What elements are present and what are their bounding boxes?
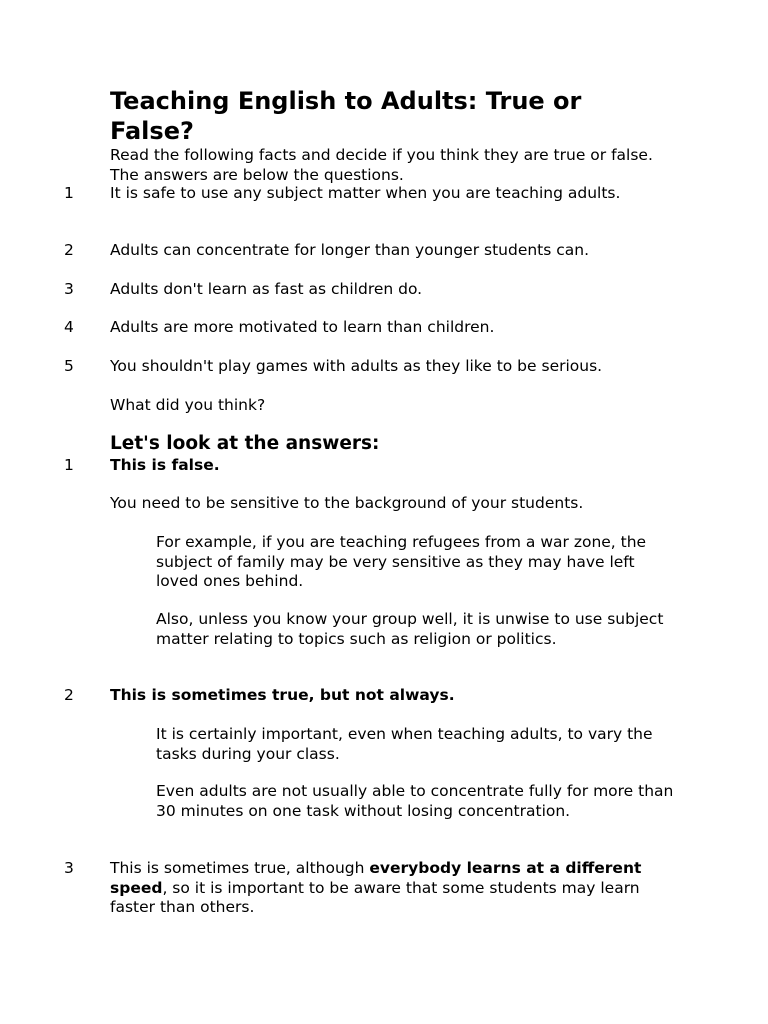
answer-number: 3	[64, 859, 74, 877]
document-title: Teaching English to Adults: True or False?	[110, 87, 582, 145]
reflection-prompt: What did you think?	[110, 396, 266, 414]
answer-verdict: This is false.	[110, 456, 220, 474]
question-text: Adults don't learn as fast as children do.	[110, 280, 423, 298]
question-number: 5	[64, 357, 74, 375]
question-text: Adults are more motivated to learn than children.	[110, 318, 495, 336]
question-number: 4	[64, 318, 74, 336]
answer-text-emphasis: everybody learns at a different speed	[110, 859, 642, 897]
question-text: Adults can concentrate for longer than younger students can.	[110, 241, 590, 259]
answer-detail: For example, if you are teaching refugees from a war zone, the subject of family may be very sensitive as they may have left loved ones behind.	[156, 533, 647, 590]
answers-heading: Let's look at the answers:	[110, 433, 380, 454]
answer-text-end: , so it is important to be aware that some students may learn faster than others.	[110, 878, 640, 916]
answer-number: 1	[64, 456, 74, 474]
answer-body: You need to be sensitive to the background of your students.	[110, 494, 584, 512]
question-number: 2	[64, 241, 74, 259]
question-number: 1	[64, 184, 74, 202]
answer-verdict: This is sometimes true, but not always.	[110, 686, 455, 704]
answer-detail: Also, unless you know your group well, it is unwise to use subject matter relating to topics such as religion or politics.	[156, 610, 664, 648]
answer-detail: Even adults are not usually able to concentrate fully for more than 30 minutes on one task without losing concentration.	[156, 782, 674, 820]
answer-number: 2	[64, 686, 74, 704]
question-number: 3	[64, 280, 74, 298]
answer-text-start: This is sometimes true, although	[110, 859, 370, 877]
answer-text	[110, 859, 670, 918]
question-text: You shouldn't play games with adults as they like to be serious.	[110, 357, 603, 375]
question-text: It is safe to use any subject matter when you are teaching adults.	[110, 184, 621, 202]
intro-paragraph: Read the following facts and decide if you think they are true or false. The answers are below the questions.	[110, 146, 653, 184]
answer-detail: It is certainly important, even when teaching adults, to vary the tasks during your class.	[156, 725, 653, 763]
